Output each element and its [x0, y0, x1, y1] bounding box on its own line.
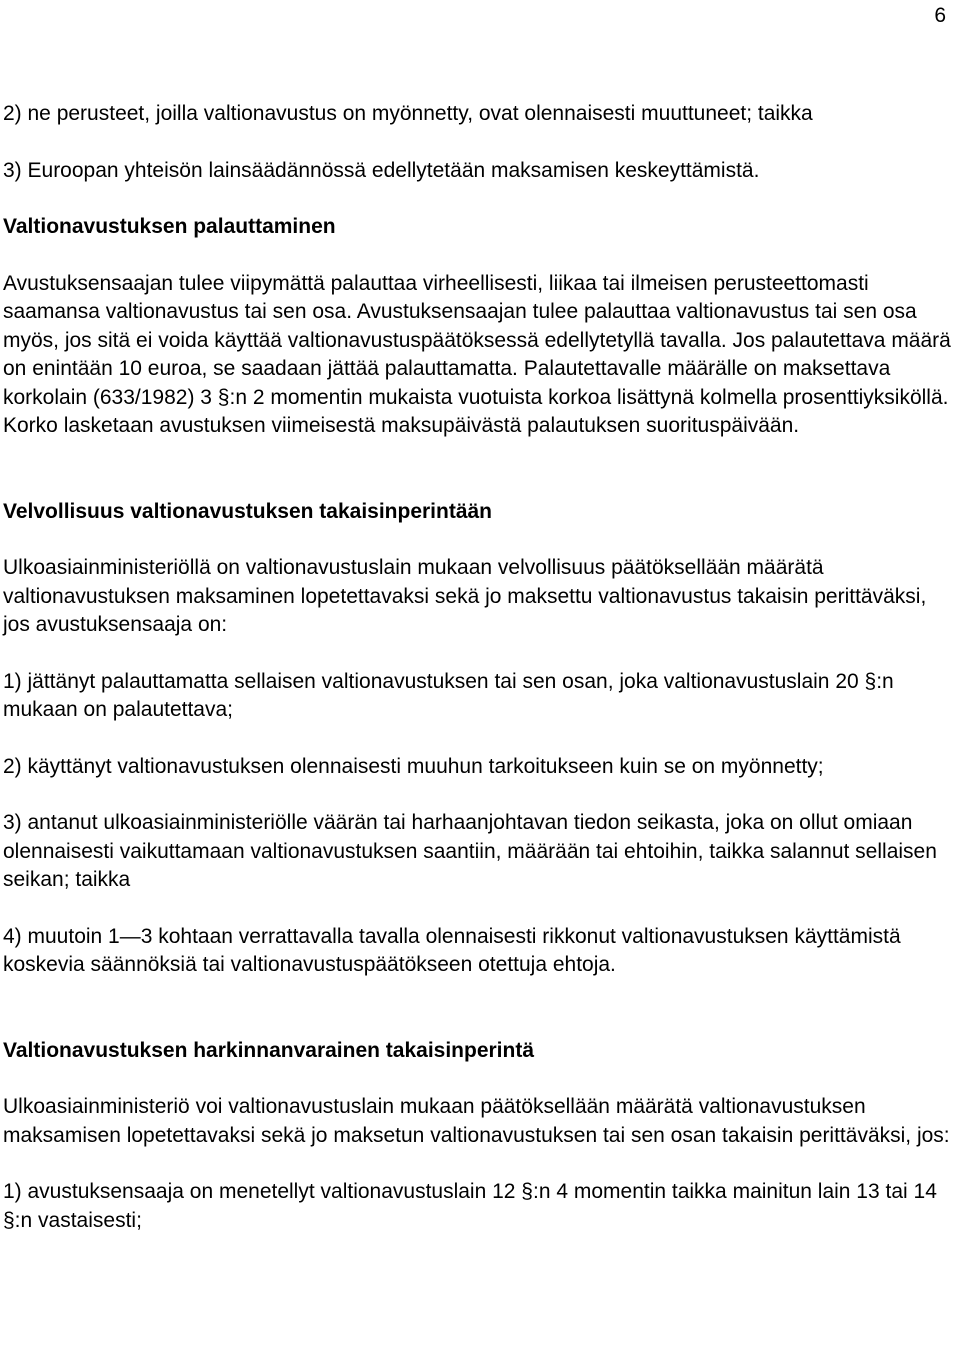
paragraph: Ulkoasiainministeriö voi valtionavustuslain mukaan päätöksellään määrätä valtionavustuksen maksamisen lopetettavaksi sekä jo maksetun valtionavustuksen tai sen osan takaisin perittäväksi, jos:	[3, 1095, 950, 1147]
section-heading: Velvollisuus valtionavustuksen takaisinperintään	[3, 499, 493, 523]
paragraph: Ulkoasiainministeriöllä on valtionavustuslain mukaan velvollisuus päätöksellään määrätä valtionavustuksen maksaminen lopetettavaksi sekä jo maksettu valtionavustus takaisin perittäväksi, jos avustuksensaaja on:	[3, 556, 927, 636]
section-heading: Valtionavustuksen palauttaminen	[3, 215, 336, 238]
list-item: 1) avustuksensaaja on menetellyt valtionavustuslain 12 §:n 4 momentin taikka mainitun lain 13 tai 14 §:n vastaisesti;	[3, 1180, 937, 1232]
list-item: 4) muutoin 1—3 kohtaan verrattavalla tavalla olennaisesti rikkonut valtionavustuksen käyttämistä koskevia säännöksiä tai valtionavustuspäätökseen otettuja ehtoja.	[3, 924, 901, 976]
list-item: 3) antanut ulkoasiainministeriölle väärän tai harhaanjohtavan tiedon seikasta, joka on ollut omiaan olennaisesti vaikuttamaan valtionavustuksen saantiin, määrään tai ehtoihin, taikka salannut sellaisen seikan; taikka	[3, 811, 937, 891]
list-item: 2) ne perusteet, joilla valtionavustus on myönnetty, ovat olennaisesti muuttuneet; taikka	[3, 102, 813, 125]
paragraph: Avustuksensaajan tulee viipymättä palauttaa virheellisesti, liikaa tai ilmeisen perusteettomasti saamansa valtionavustus tai sen osa. Avustuksensaajan tulee palauttaa valtionavustus tai sen osa myös, jos sitä ei voida käyttää valtionavustuspäätöksessä edellytetyllä tavalla. Jos palautettava määrä on enintään 10 euroa, se saadaan jättää palauttamatta. Palautettavalle määrälle on maksettava korkolain (633/1982) 3 §:n 2 momentin mukaista vuotuista korkoa lisättynä kolmella prosenttiyksiköllä. Korko lasketaan avustuksen viimeisestä maksupäivästä palautuksen suorituspäivään.	[3, 271, 951, 437]
list-item: 1) jättänyt palauttamatta sellaisen valtionavustuksen tai sen osan, joka valtionavustuslain 20 §:n mukaan on palautettava;	[3, 669, 894, 721]
section-heading: Valtionavustuksen harkinnanvarainen takaisinperintä	[3, 1038, 535, 1062]
list-item: 2) käyttänyt valtionavustuksen olennaisesti muuhun tarkoitukseen kuin se on myönnetty;	[3, 754, 824, 778]
list-item: 3) Euroopan yhteisön lainsäädännössä edellytetään maksamisen keskeyttämistä.	[3, 158, 760, 182]
document-body	[3, 100, 953, 1235]
page-number: 6	[934, 4, 946, 27]
